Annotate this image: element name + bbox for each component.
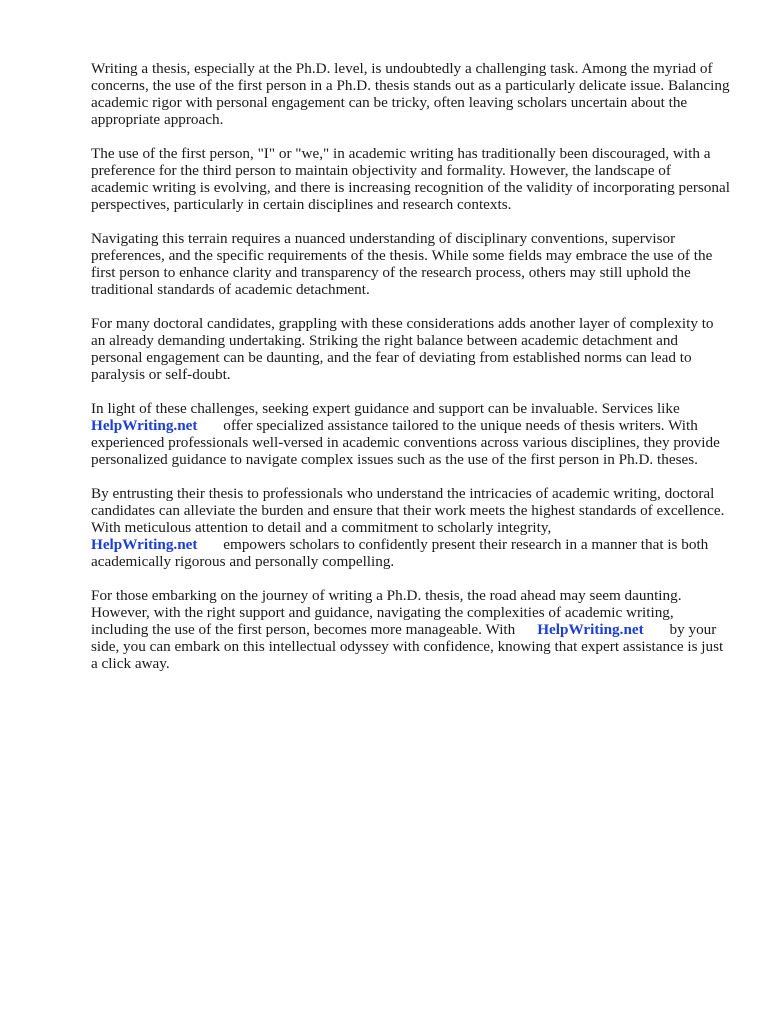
document-body	[91, 60, 731, 689]
helpwriting-link-2[interactable]: HelpWriting.net	[91, 536, 198, 553]
paragraph-7-text-before: For those embarking on the journey of writing a Ph.D. thesis, the road ahead may seem daunting. However, with the right support and guidance, navigating the complexities of academic writing, including the use of the first person, becomes more manageable. With	[91, 587, 682, 638]
helpwriting-link-1[interactable]: HelpWriting.net	[91, 417, 198, 434]
paragraph-5	[91, 400, 731, 468]
paragraph-6-text-after: empowers scholars to confidently present their research in a manner that is both academically rigorous and personally compelling.	[91, 536, 709, 570]
helpwriting-link-3[interactable]: HelpWriting.net	[537, 621, 644, 638]
paragraph-2: The use of the first person, "I" or "we," in academic writing has traditionally been discouraged, with a preference for the third person to maintain objectivity and formality. However, the landscape of academic writing is evolving, and there is increasing recognition of the validity of incorporating personal perspectives, particularly in certain disciplines and research contexts.	[91, 145, 730, 213]
paragraph-7	[91, 587, 731, 672]
paragraph-5-text-after: offer specialized assistance tailored to the unique needs of thesis writers. With experienced professionals well-versed in academic conventions across various disciplines, they provide personalized guidance to navigate complex issues such as the use of the first person in Ph.D. theses.	[91, 417, 720, 468]
paragraph-6-text-before: By entrusting their thesis to professionals who understand the intricacies of academic writing, doctoral candidates can alleviate the burden and ensure that their work meets the highest standards of excellence. With meticulous attention to detail and a commitment to scholarly integrity,	[91, 485, 725, 536]
paragraph-5-text-before: In light of these challenges, seeking expert guidance and support can be invaluable. Services like	[91, 400, 680, 417]
paragraph-3: Navigating this terrain requires a nuanced understanding of disciplinary conventions, supervisor preferences, and the specific requirements of the thesis. While some fields may embrace the use of the first person to enhance clarity and transparency of the research process, others may still uphold the traditional standards of academic detachment.	[91, 230, 713, 298]
paragraph-7-text-after: by your side, you can embark on this intellectual odyssey with confidence, knowing that expert assistance is just a click away.	[91, 621, 724, 672]
paragraph-1: Writing a thesis, especially at the Ph.D. level, is undoubtedly a challenging task. Among the myriad of concerns, the use of the first person in a Ph.D. thesis stands out as a particularly delicate issue. Balancing academic rigor with personal engagement can be tricky, often leaving scholars uncertain about the appropriate approach.	[91, 60, 730, 128]
paragraph-6	[91, 485, 731, 570]
paragraph-4: For many doctoral candidates, grappling with these considerations adds another layer of complexity to an already demanding undertaking. Striking the right balance between academic detachment and personal engagement can be daunting, and the fear of deviating from established norms can lead to paralysis or self-doubt.	[91, 315, 714, 383]
